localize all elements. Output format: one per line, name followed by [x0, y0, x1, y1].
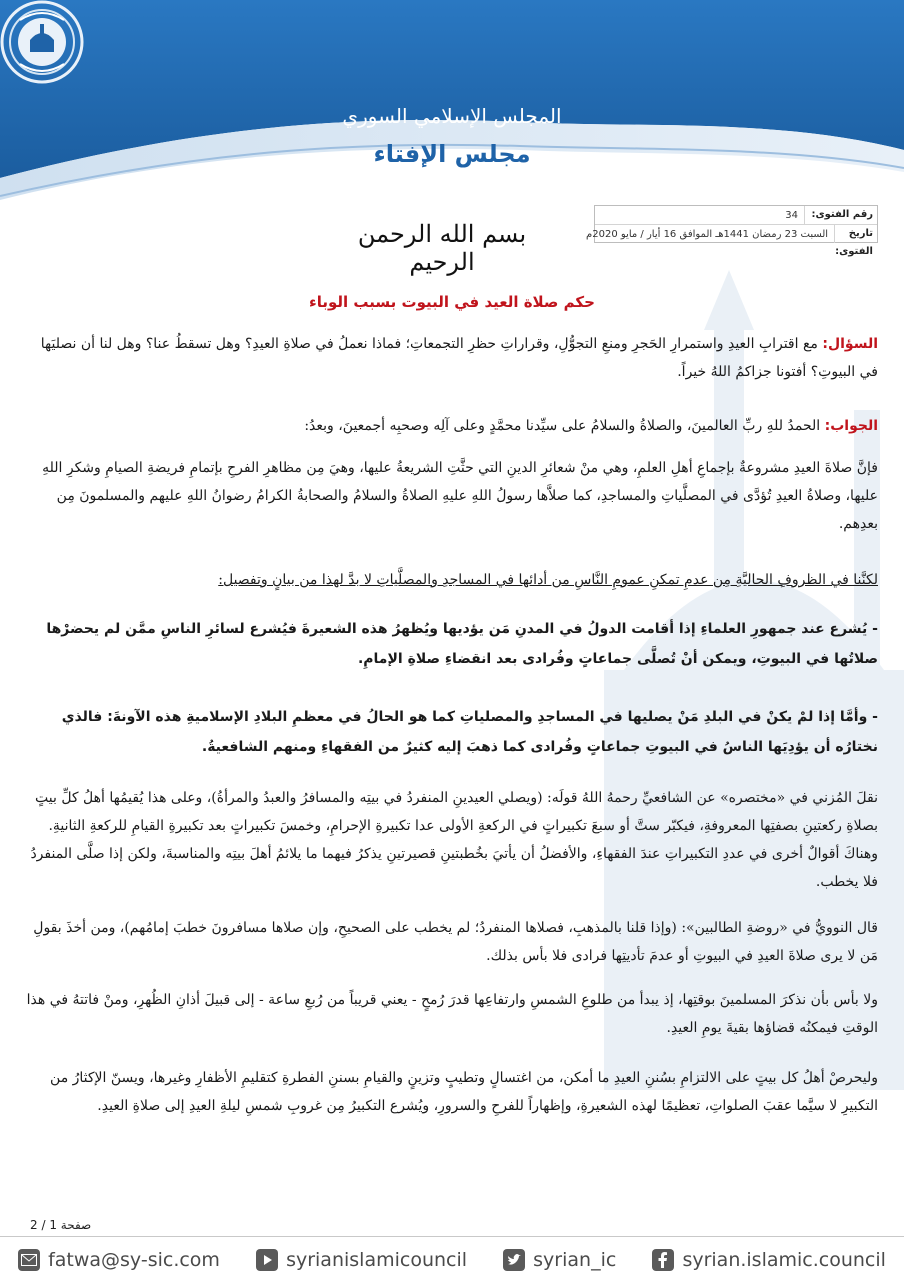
council-logo [0, 0, 84, 84]
email-address: fatwa@sy-sic.com [48, 1249, 220, 1271]
answer-label: الجواب: [824, 418, 878, 434]
fatwa-meta-table [586, 205, 878, 257]
twitter-icon [503, 1249, 525, 1271]
basmala-calligraphy [352, 206, 532, 276]
email-icon [18, 1249, 40, 1271]
basmala-text: بسم الله الرحمن الرحيم [357, 220, 527, 276]
council-name: المجلس الإسلامي السوري [342, 104, 562, 128]
fatwa-number-value: 34 [785, 209, 798, 221]
ruling-point: - يُشرع عند جمهورِ العلماءِ إذا أقامت الدولُ في المدنِ مَن يؤديها ويُظهرُ هذه الشعيرةَ فيُشرع لسائرِ الناسِ ممَّن لم يحضرْها صلاتُها في البيوتِ، ويمكن أنْ تُصلَّى جماعاتٍ وفُرادى بعد انقضاءِ صلاةِ الإمامِ. [46, 621, 878, 667]
email-contact[interactable] [18, 1249, 220, 1271]
question-text: مع اقترابِ العيدِ واستمرارِ الحَجرِ ومنعِ التجوُّلِ، وقراراتِ حظرِ التجمعاتِ؛ فماذا نعملُ في صلاةِ العيدِ؟ وهل تسقطُ عنا؟ وهل لنا أن نصليَها في البيوتِ؟ أفتونا جزاكمُ اللهُ خيراً. [40, 336, 878, 380]
contact-footer [0, 1240, 904, 1280]
page-number: صفحة 1 / 2 [30, 1218, 92, 1232]
meta-row-number [595, 206, 877, 225]
ruling-point: - وأمَّا إذا لمْ يكنْ في البلدِ مَنْ يصليها في المساجدِ والمصلياتِ كما هو الحالُ في معظمِ البلادِ الإسلاميةِ هذه الآونةَ: فالذي نختارُه أن يؤدِيَها الناسُ في البيوتِ جماعاتٍ وفُرادى كما ذهبَ إليه كثيرٌ من الفقهاءِ ومنهم الشافعيةُ. [61, 709, 878, 755]
body-paragraph: فإنَّ صلاةَ العيدِ مشروعةٌ بإجماعِ أهلِ العلمِ، وهي منْ شعائرِ الدينِ التي حثَّتِ الشريعةُ عليها، وهيَ مِن مظاهرِ الفرحِ بإتمامِ فريضةِ الصيامِ وشكرِ اللهِ عليها، وصلاةُ العيدِ تُؤدَّى في المصلَّياتِ والمساجدِ، كما صلاَّها رسولُ اللهِ عليهِ الصلاةُ والسلامُ والصحابةُ الكرامُ رضوانُ اللهِ عليهم والمسلمونَ مِن بعدِهم. [42, 460, 878, 532]
question-paragraph [22, 330, 878, 386]
body-paragraph: قال النوويُّ في «روضةِ الطالبين»: (وإذا قلنا بالمذهبِ، فصلاها المنفردُ؛ لم يخطب على الصحيحِ، وإن صلاها مسافرونَ خطبَ إمامُهم)، ومن أخذَ بقولِ مَن لا يرى صلاةَ العيدِ في البيوتِ أو عدمَ تأديتِها فرادى فلا بأس بذلك. [33, 920, 878, 964]
header-wave-background [0, 0, 904, 205]
facebook-icon [652, 1249, 674, 1271]
answer-intro [22, 412, 878, 440]
facebook-handle: syrian.islamic.council [682, 1249, 886, 1271]
answer-text: الحمدُ للهِ ربِّ العالمينَ، والصلاةُ والسلامُ على سيِّدنا محمَّدٍ وعلى آلِه وصحبِه أجمعينَ، وبعدُ: [304, 418, 821, 434]
question-label: السؤال: [822, 336, 878, 352]
twitter-handle: syrian_ic [533, 1249, 617, 1271]
youtube-handle: syrianislamicouncil [286, 1249, 468, 1271]
body-paragraph: نقلَ المُزني في «مختصره» عن الشافعيِّ رحمهُ اللهُ قولَه: (ويصلي العيدينِ المنفردُ في بيتِه والمسافرُ والعبدُ والمرأةُ)، وعلى هذا يُقيمُها أهلُ كلِّ بيتٍ بصلاةِ ركعتينِ بصفتِها المعروفةِ، فيكبّر ستَّ أو سبعَ تكبيراتٍ في الركعةِ الأولى عدا تكبيرةِ الإحرامِ، وخمسَ تكبيراتٍ بعد تكبيرةِ القيامِ للركعةِ الثانيةِ. وهناكَ أقوالٌ أخرى في عددِ التكبيراتِ عندَ الفقهاءِ، والأفضلُ أن يأتيَ بخُطبتينِ قصيرتينِ يذكرُ فيهما ما يلائمُ أهلَ بيتِه والمناسبةَ، ولكن إذا صلَّى المنفردُ فلا يخطب. [30, 790, 878, 890]
youtube-icon [256, 1249, 278, 1271]
letterhead [0, 0, 904, 205]
footer-divider [0, 1236, 904, 1237]
body-paragraph-underlined: لكنَّنا في الظروفِ الحاليَّةِ مِن عدمِ تمكنِ عمومِ النَّاسِ من أدائها في المساجدِ والمصلَّياتِ لا بدَّ لهذا من بيانٍ وتفصيل: [218, 572, 878, 588]
twitter-contact[interactable] [503, 1249, 616, 1271]
body-paragraph: ولا بأس بأن نذكرَ المسلمينَ بوقتِها، إذ يبدأ من طلوعِ الشمسِ وارتفاعِها قدرَ رُمحٍ - يعني قريباً من رُبعِ ساعة - إلى قبيلَ أذانِ الظُهرِ، ومنْ فاتتهُ في هذا الوقتِ فيمكنُه قضاؤها بقيةَ يومِ العيدِ. [26, 992, 878, 1036]
fatwa-title: حكم صلاة العيد في البيوت بسبب الوباء [309, 293, 595, 311]
fatwa-board-name: مجلس الإفتاء [373, 140, 531, 168]
fatwa-date-value: السبت 23 رمضان 1441هـ الموافق 16 أيار / مايو 2020م [586, 228, 829, 240]
body-paragraph: وليحرصْ أهلُ كل بيتٍ على الالتزامِ بسُننِ العيدِ ما أمكن، من اغتسالٍ وتطيبٍ وتزينٍ والقيامِ بسننِ الفطرةِ كتقليمِ الأظفارِ وغيرها، ويسنّ الإكثارُ من التكبيرِ لا سيَّما عقبَ الصلواتِ، تعظيمًا لهذه الشعيرةِ، وإظهاراً للفرحِ والسرورِ، ويُشرع التكبيرُ مِن غروبِ شمسِ ليلةِ العيدِ إلى صلاةِ العيدِ. [50, 1070, 878, 1114]
facebook-contact[interactable] [652, 1249, 886, 1271]
fatwa-number-label: رقم الفتوى: [804, 206, 877, 224]
fatwa-date-label: تاريخ الفتوى: [834, 225, 877, 243]
youtube-contact[interactable] [256, 1249, 467, 1271]
meta-row-date [586, 225, 877, 257]
